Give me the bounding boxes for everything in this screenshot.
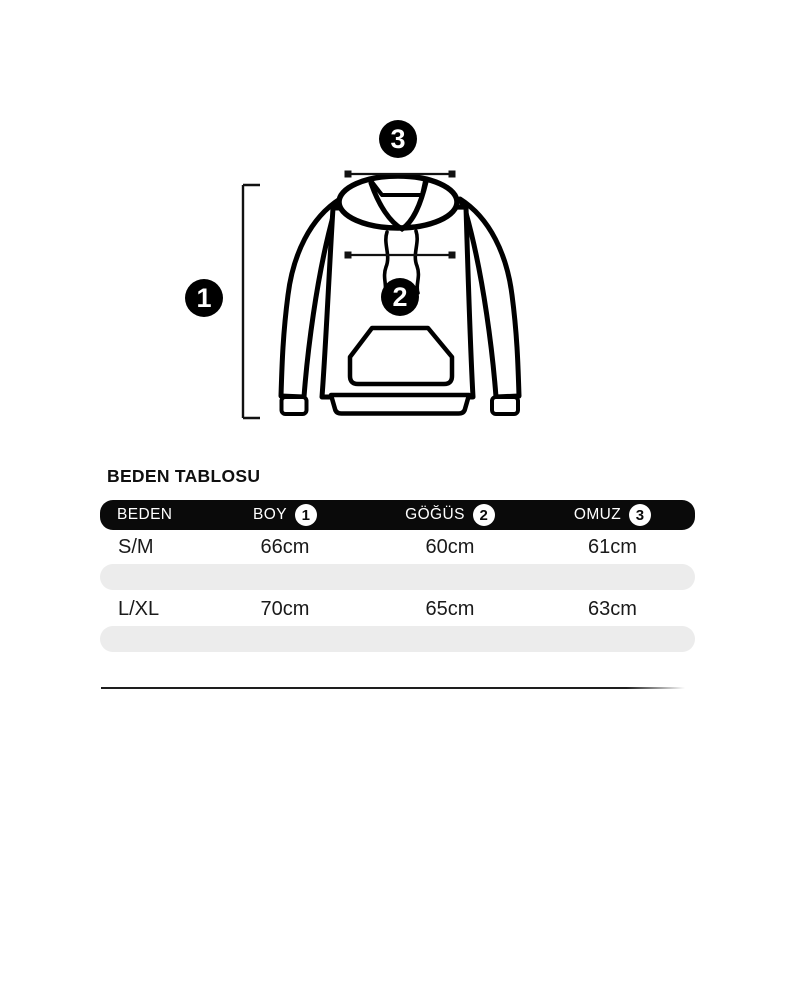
- hood-outline: [339, 176, 457, 228]
- column-badge-2: 2: [473, 504, 495, 526]
- gogus-value: 65cm: [425, 598, 475, 620]
- measure-badge-2: [381, 278, 419, 316]
- badge-2-number: 2: [392, 282, 408, 312]
- row-stripe: [100, 626, 695, 652]
- omuz-value: 63cm: [588, 598, 637, 620]
- hoodie-measurement-diagram: [170, 105, 550, 435]
- size-chart-header-row: [100, 500, 695, 530]
- measure-endcap: [449, 171, 456, 178]
- boy-value: 70cm: [260, 598, 310, 620]
- bottom-divider-line: [101, 687, 685, 689]
- badge-3-number: 3: [390, 124, 406, 154]
- column-label: OMUZ: [573, 506, 622, 523]
- right-cuff: [492, 397, 518, 414]
- boy-value: 66cm: [260, 536, 310, 558]
- column-badge-1: 1: [295, 504, 317, 526]
- left-cuff: [282, 397, 307, 414]
- badge-1-number: 1: [196, 283, 212, 313]
- length-bracket: [243, 185, 260, 418]
- omuz-value: 61cm: [588, 536, 637, 558]
- table-row-sm: [100, 530, 695, 565]
- row-stripe: [100, 564, 695, 590]
- size-cell: S/M: [118, 536, 154, 558]
- column-label: GÖĞÜS: [405, 506, 465, 523]
- measure-badge-1: [185, 279, 223, 317]
- measure-endcap: [345, 252, 352, 259]
- kangaroo-pocket: [350, 328, 452, 384]
- table-row-lxl: [100, 592, 695, 627]
- column-header-beden: [100, 506, 200, 524]
- column-label: BEDEN: [117, 506, 173, 523]
- column-header-gogus: [370, 504, 530, 526]
- column-header-omuz: [530, 504, 695, 526]
- measure-endcap: [449, 252, 456, 259]
- size-chart-title: BEDEN TABLOSU: [107, 466, 261, 486]
- hem-band: [331, 395, 469, 414]
- measure-endcap: [345, 171, 352, 178]
- column-badge-3: 3: [629, 504, 651, 526]
- column-header-boy: [200, 504, 370, 526]
- column-label: BOY: [253, 506, 287, 523]
- gogus-value: 60cm: [425, 536, 475, 558]
- measure-badge-3: [379, 120, 417, 158]
- size-cell: L/XL: [118, 598, 160, 620]
